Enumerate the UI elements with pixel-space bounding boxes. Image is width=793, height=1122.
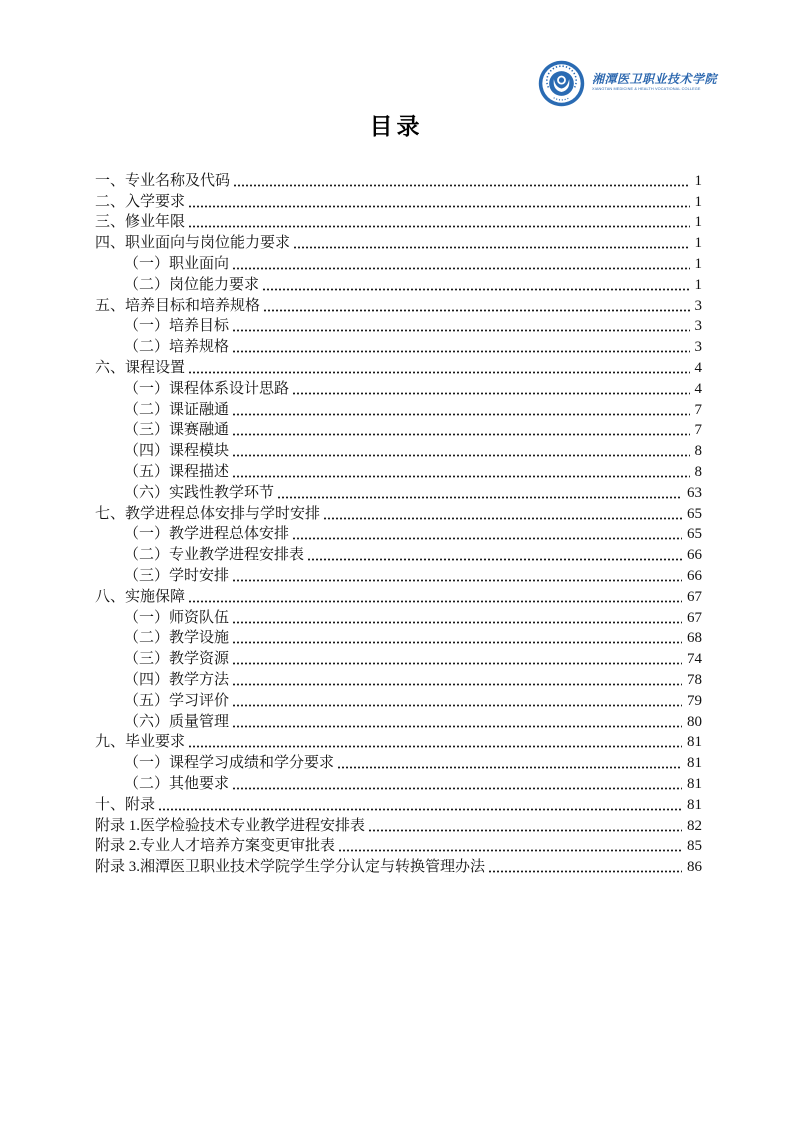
toc-entry-label: 附录 2.专业人才培养方案变更审批表 bbox=[95, 838, 336, 855]
toc-entry[interactable] bbox=[95, 751, 702, 772]
dot-leader bbox=[189, 205, 689, 208]
dot-leader bbox=[293, 537, 682, 540]
toc-entry[interactable] bbox=[95, 439, 702, 460]
college-seal-icon bbox=[538, 60, 585, 107]
toc-entry-label: （二）专业教学进程安排表 bbox=[124, 547, 305, 564]
toc-entry[interactable] bbox=[95, 211, 702, 232]
toc-entry[interactable] bbox=[95, 502, 702, 523]
toc-entry-label: （三）学时安排 bbox=[124, 567, 230, 584]
dot-leader bbox=[234, 184, 689, 187]
toc-entry[interactable] bbox=[95, 231, 702, 252]
dot-leader bbox=[293, 392, 689, 395]
toc-entry-page: 81 bbox=[687, 796, 702, 813]
dot-leader bbox=[233, 725, 682, 728]
dot-leader bbox=[233, 662, 682, 665]
toc-entry-page: 79 bbox=[687, 692, 702, 709]
toc-entry-page: 86 bbox=[687, 859, 702, 876]
toc-entry[interactable] bbox=[95, 294, 702, 315]
toc-entry-label: 七、教学进程总体安排与学时安排 bbox=[95, 505, 321, 522]
toc-entry[interactable] bbox=[95, 356, 702, 377]
toc-entry-page: 1 bbox=[694, 193, 702, 210]
toc-entry-page: 3 bbox=[694, 318, 702, 335]
toc-entry-page: 78 bbox=[687, 671, 702, 688]
toc-entry-label: （一）课程体系设计思路 bbox=[124, 380, 290, 397]
toc-entry[interactable] bbox=[95, 169, 702, 190]
college-logo bbox=[538, 60, 718, 107]
toc-entry-label: （五）课程描述 bbox=[124, 463, 230, 480]
dot-leader bbox=[159, 808, 682, 811]
toc-entry-page: 1 bbox=[694, 276, 702, 293]
dot-leader bbox=[233, 683, 682, 686]
toc-entry[interactable] bbox=[95, 689, 702, 710]
toc-entry[interactable] bbox=[95, 627, 702, 648]
dot-leader bbox=[233, 433, 689, 436]
toc-entry[interactable] bbox=[95, 543, 702, 564]
dot-leader bbox=[233, 413, 689, 416]
toc-entry[interactable] bbox=[95, 481, 702, 502]
toc-entry-page: 8 bbox=[694, 443, 702, 460]
toc-entry-label: 一、专业名称及代码 bbox=[95, 172, 231, 189]
toc-entry-label: 附录 1.医学检验技术专业教学进程安排表 bbox=[95, 817, 366, 834]
dot-leader bbox=[369, 829, 682, 832]
toc-entry-page: 81 bbox=[687, 775, 702, 792]
dot-leader bbox=[324, 517, 682, 520]
toc-entry-page: 4 bbox=[694, 359, 702, 376]
toc-entry[interactable] bbox=[95, 398, 702, 419]
toc-entry-label: 六、课程设置 bbox=[95, 359, 186, 376]
toc-entry-label: （一）教学进程总体安排 bbox=[124, 526, 290, 543]
toc-entry-label: 九、毕业要求 bbox=[95, 734, 186, 751]
toc-entry-label: 十、附录 bbox=[95, 796, 156, 813]
toc-entry-page: 4 bbox=[694, 380, 702, 397]
dot-leader bbox=[233, 267, 689, 270]
toc-entry-page: 65 bbox=[687, 526, 702, 543]
toc-entry-label: （一）职业面向 bbox=[124, 255, 230, 272]
toc-list bbox=[95, 169, 702, 876]
toc-entry-label: （六）实践性教学环节 bbox=[124, 484, 275, 501]
toc-entry-label: （四）教学方法 bbox=[124, 671, 230, 688]
dot-leader bbox=[263, 288, 689, 291]
college-name-cn: 湘潭医卫职业技术学院 bbox=[592, 72, 718, 87]
dot-leader bbox=[189, 225, 689, 228]
toc-entry-page: 3 bbox=[694, 339, 702, 356]
dot-leader bbox=[233, 350, 689, 353]
toc-entry-page: 3 bbox=[694, 297, 702, 314]
toc-entry-label: 三、修业年限 bbox=[95, 214, 186, 231]
dot-leader bbox=[489, 870, 682, 873]
toc-entry-label: （二）课证融通 bbox=[124, 401, 230, 418]
toc-entry[interactable] bbox=[95, 647, 702, 668]
toc-entry-page: 82 bbox=[687, 817, 702, 834]
toc-entry-label: （一）师资队伍 bbox=[124, 609, 230, 626]
toc-entry[interactable] bbox=[95, 668, 702, 689]
dot-leader bbox=[339, 849, 682, 852]
toc-entry[interactable] bbox=[95, 606, 702, 627]
toc-entry-label: （六）质量管理 bbox=[124, 713, 230, 730]
dot-leader bbox=[233, 329, 689, 332]
toc-entry-page: 80 bbox=[687, 713, 702, 730]
toc-entry-label: 八、实施保障 bbox=[95, 588, 186, 605]
dot-leader bbox=[278, 496, 682, 499]
toc-entry-label: （二）岗位能力要求 bbox=[124, 276, 260, 293]
toc-entry-label: （四）课程模块 bbox=[124, 443, 230, 460]
toc-entry-page: 81 bbox=[687, 734, 702, 751]
toc-entry-label: 附录 3.湘潭医卫职业技术学院学生学分认定与转换管理办法 bbox=[95, 859, 486, 876]
toc-entry-page: 7 bbox=[694, 401, 702, 418]
toc-entry[interactable] bbox=[95, 835, 702, 856]
toc-entry-page: 67 bbox=[687, 609, 702, 626]
toc-entry-page: 1 bbox=[694, 255, 702, 272]
toc-entry[interactable] bbox=[95, 772, 702, 793]
toc-entry-page: 67 bbox=[687, 588, 702, 605]
dot-leader bbox=[233, 621, 682, 624]
toc-entry-page: 66 bbox=[687, 547, 702, 564]
toc-entry-label: （一）课程学习成绩和学分要求 bbox=[124, 755, 335, 772]
page-title: 目录 bbox=[369, 114, 424, 139]
toc-entry-page: 1 bbox=[694, 172, 702, 189]
dot-leader bbox=[233, 787, 682, 790]
toc-entry-page: 1 bbox=[694, 214, 702, 231]
toc-entry-label: （一）培养目标 bbox=[124, 318, 230, 335]
toc-entry[interactable] bbox=[95, 252, 702, 273]
toc-entry[interactable] bbox=[95, 793, 702, 814]
dot-leader bbox=[294, 246, 689, 249]
toc-entry-page: 8 bbox=[694, 463, 702, 480]
toc-entry[interactable] bbox=[95, 523, 702, 544]
toc-entry-page: 1 bbox=[694, 235, 702, 252]
toc-entry-page: 81 bbox=[687, 755, 702, 772]
toc-entry-label: （三）课赛融通 bbox=[124, 422, 230, 439]
dot-leader bbox=[233, 579, 682, 582]
dot-leader bbox=[233, 475, 689, 478]
toc-entry[interactable] bbox=[95, 460, 702, 481]
toc-entry[interactable] bbox=[95, 315, 702, 336]
toc-entry[interactable] bbox=[95, 585, 702, 606]
toc-entry[interactable] bbox=[95, 419, 702, 440]
dot-leader bbox=[233, 454, 689, 457]
dot-leader bbox=[338, 766, 682, 769]
toc-entry[interactable] bbox=[95, 377, 702, 398]
toc-entry[interactable] bbox=[95, 273, 702, 294]
college-name-en: XIANGTAN MEDICINE & HEALTH VOCATIONAL COLLEGE bbox=[592, 86, 701, 91]
toc-entry[interactable] bbox=[95, 814, 702, 835]
dot-leader bbox=[233, 704, 682, 707]
toc-entry[interactable] bbox=[95, 710, 702, 731]
dot-leader bbox=[189, 600, 682, 603]
toc-entry-page: 63 bbox=[687, 484, 702, 501]
toc-entry-label: 四、职业面向与岗位能力要求 bbox=[95, 235, 291, 252]
toc-entry-page: 7 bbox=[694, 422, 702, 439]
dot-leader bbox=[308, 558, 682, 561]
toc-entry[interactable] bbox=[95, 731, 702, 752]
toc-entry[interactable] bbox=[95, 190, 702, 211]
toc-entry-label: （二）培养规格 bbox=[124, 339, 230, 356]
toc-entry-label: （二）其他要求 bbox=[124, 775, 230, 792]
college-name-block bbox=[592, 73, 789, 94]
toc-entry-page: 74 bbox=[687, 651, 702, 668]
toc-entry-label: （二）教学设施 bbox=[124, 630, 230, 647]
toc-entry[interactable] bbox=[95, 564, 702, 585]
toc-entry-label: 五、培养目标和培养规格 bbox=[95, 297, 261, 314]
dot-leader bbox=[189, 745, 682, 748]
toc-entry-page: 66 bbox=[687, 567, 702, 584]
toc-entry-page: 65 bbox=[687, 505, 702, 522]
toc-entry-label: 二、入学要求 bbox=[95, 193, 186, 210]
dot-leader bbox=[233, 641, 682, 644]
dot-leader bbox=[264, 309, 689, 312]
toc-entry-label: （五）学习评价 bbox=[124, 692, 230, 709]
dot-leader bbox=[189, 371, 689, 374]
toc-entry[interactable] bbox=[95, 855, 702, 876]
toc-entry-label: （三）教学资源 bbox=[124, 651, 230, 668]
toc-entry-page: 85 bbox=[687, 838, 702, 855]
toc-entry-page: 68 bbox=[687, 630, 702, 647]
toc-entry[interactable] bbox=[95, 335, 702, 356]
